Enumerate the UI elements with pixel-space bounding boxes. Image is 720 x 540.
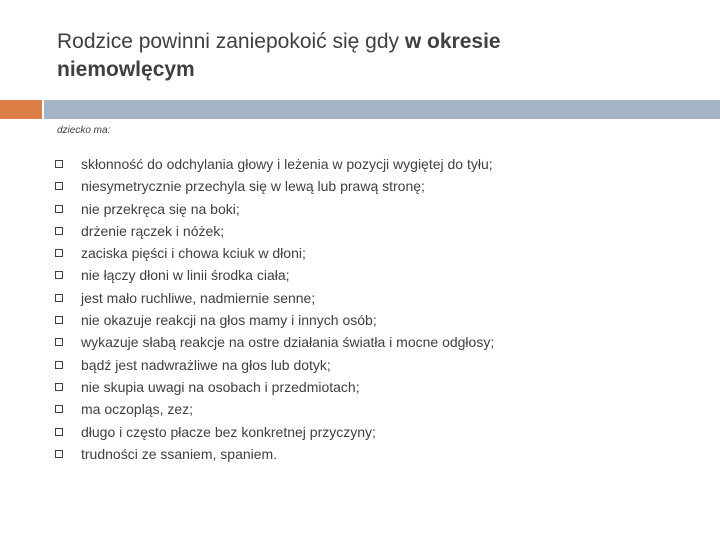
square-bullet-icon [55, 316, 63, 324]
square-bullet-icon [55, 160, 63, 168]
square-bullet-icon [55, 227, 63, 235]
list-item-text: drżenie rączek i nóżek; [81, 222, 225, 239]
title-bold-second-line: niemowlęcym [57, 58, 195, 81]
square-bullet-icon [55, 249, 63, 257]
list-item-text: wykazuje słabą reakcje na ostre działania światła i mocne odgłosy; [81, 334, 495, 351]
list-item-text: ma oczopląs, zez; [81, 401, 194, 418]
square-bullet-icon [55, 428, 63, 436]
list-item-text: długo i często płacze bez konkretnej przyczyny; [81, 423, 376, 440]
square-bullet-icon [55, 361, 63, 369]
list-item-text: nie skupia uwagi na osobach i przedmiotach; [81, 378, 360, 395]
list-item-text: skłonność do odchylania głowy i leżenia w pozycji wygiętej do tyłu; [81, 156, 493, 172]
list-item-text: bądź jest nadwrażliwe na głos lub dotyk; [81, 356, 331, 373]
square-bullet-icon [55, 338, 63, 346]
square-bullet-icon [55, 205, 63, 213]
list-item-text: nie okazuje reakcji na głos mamy i innych osób; [81, 312, 377, 329]
list-item-text: trudności ze ssaniem, spaniem. [81, 445, 278, 462]
accent-bar-orange [0, 100, 42, 119]
list-item-text: jest mało ruchliwe, nadmiernie senne; [81, 289, 316, 306]
square-bullet-icon [55, 182, 63, 190]
list-item-text: zaciska pięści i chowa kciuk w dłoni; [81, 245, 306, 262]
square-bullet-icon [55, 383, 63, 391]
intro-text: dziecko ma: [57, 125, 111, 136]
list-item-text: nie łączy dłoni w linii środka ciała; [81, 267, 290, 284]
list-item-text: niesymetrycznie przechyla się w lewą lub prawą stronę; [81, 178, 425, 195]
accent-bar-blue [44, 100, 720, 119]
square-bullet-icon [55, 294, 63, 302]
title-regular: Rodzice powinni zaniepokoić się gdy [57, 30, 405, 53]
square-bullet-icon [55, 271, 63, 279]
square-bullet-icon [55, 405, 63, 413]
slide-title [57, 28, 677, 84]
list-item-text: nie przekręca się na boki; [81, 200, 240, 217]
square-bullet-icon [55, 450, 63, 458]
title-bold-first-line: w okresie [404, 30, 501, 53]
